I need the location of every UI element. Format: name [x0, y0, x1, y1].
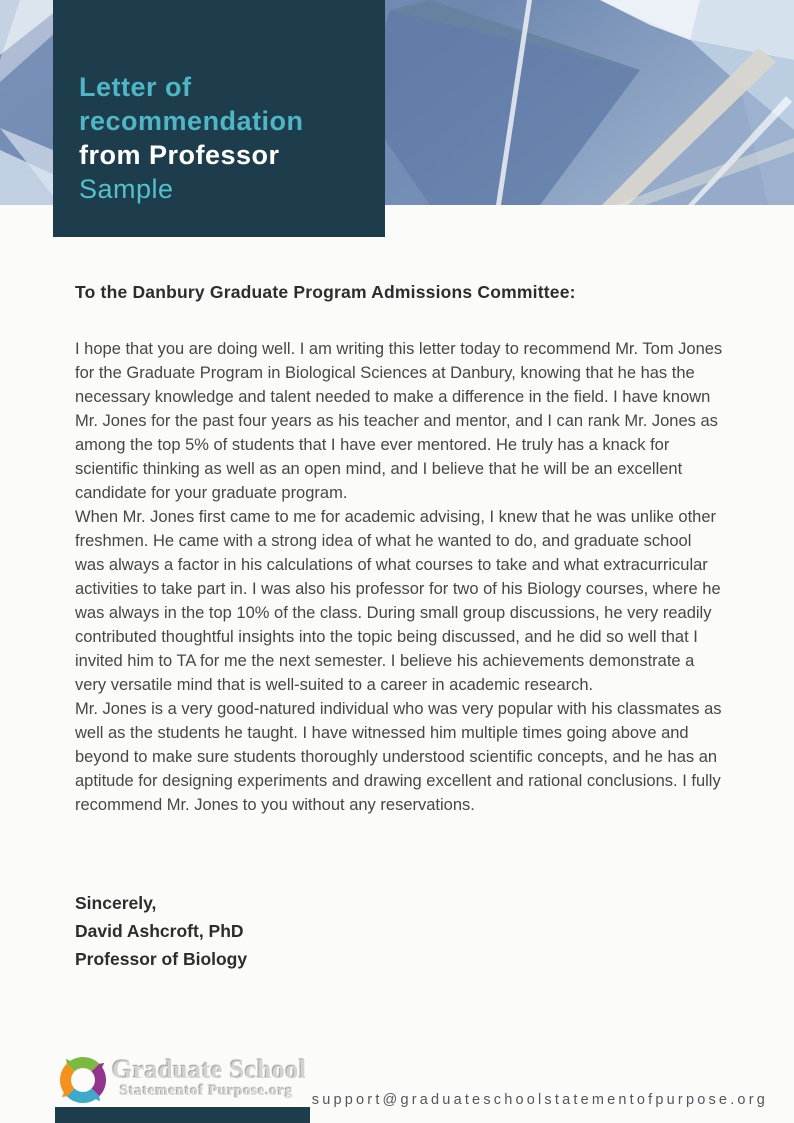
logo-text [112, 1055, 307, 1100]
letter-salutation: To the Danbury Graduate Program Admissions Committee: [75, 282, 576, 302]
letter-paragraph: Mr. Jones is a very good-natured individual who was very popular with his classmates as well as the students he taught. I have witnessed him multiple times going above and beyond to make sure students thoroughly understood scientific concepts, and he has an aptitude for designing experiments and drawing excellent and rational conclusions. I fully recommend Mr. Jones to you without any reservations. [75, 700, 722, 814]
signature-title: Professor of Biology [75, 949, 248, 969]
title-line-3: from Professor [79, 140, 280, 170]
site-logo [58, 1055, 307, 1105]
letter-body [75, 337, 725, 817]
title-line-1: Letter of [79, 72, 192, 102]
logo-title: Graduate School [112, 1055, 307, 1084]
title-line-4: Sample [79, 174, 174, 204]
signature-closing: Sincerely, [75, 893, 157, 913]
pinwheel-logo-icon [58, 1055, 108, 1105]
title-box [53, 0, 385, 237]
support-email: support@graduateschoolstatementofpurpose.org [311, 1092, 768, 1108]
signature-name: David Ashcroft, PhD [75, 921, 244, 941]
letter-paragraph: When Mr. Jones first came to me for academic advising, I knew that he was unlike other freshmen. He came with a strong idea of what he wanted to do, and graduate school was always a factor in his calculations of what courses to take and what extracurricular activities to take part in. I was also his professor for two of his Biology courses, where he was always in the top 10% of the class. During small group discussions, he very readily contributed thoughtful insights into the topic being discussed, and he did so well that I invited him to TA for me the next semester. I believe his achievements demonstrate a very versatile mind that is well-suited to a career in academic research. [75, 508, 721, 694]
footer-accent-bar [55, 1107, 310, 1123]
signature-block [75, 889, 247, 973]
letter-paragraph: I hope that you are doing well. I am writing this letter today to recommend Mr. Tom Jones for the Graduate Program in Biological Sciences at Danbury, knowing that he has the necessary knowledge and talent needed to make a difference in the field. I have known Mr. Jones for the past four years as his teacher and mentor, and I can rank Mr. Jones as among the top 5% of students that I have ever mentored. He truly has a knack for scientific thinking as well as an open mind, and I believe that he will be an excellent candidate for your graduate program. [75, 340, 723, 502]
title-line-2: recommendation [79, 106, 304, 136]
logo-subtitle: Statementof Purpose.org [120, 1083, 293, 1099]
